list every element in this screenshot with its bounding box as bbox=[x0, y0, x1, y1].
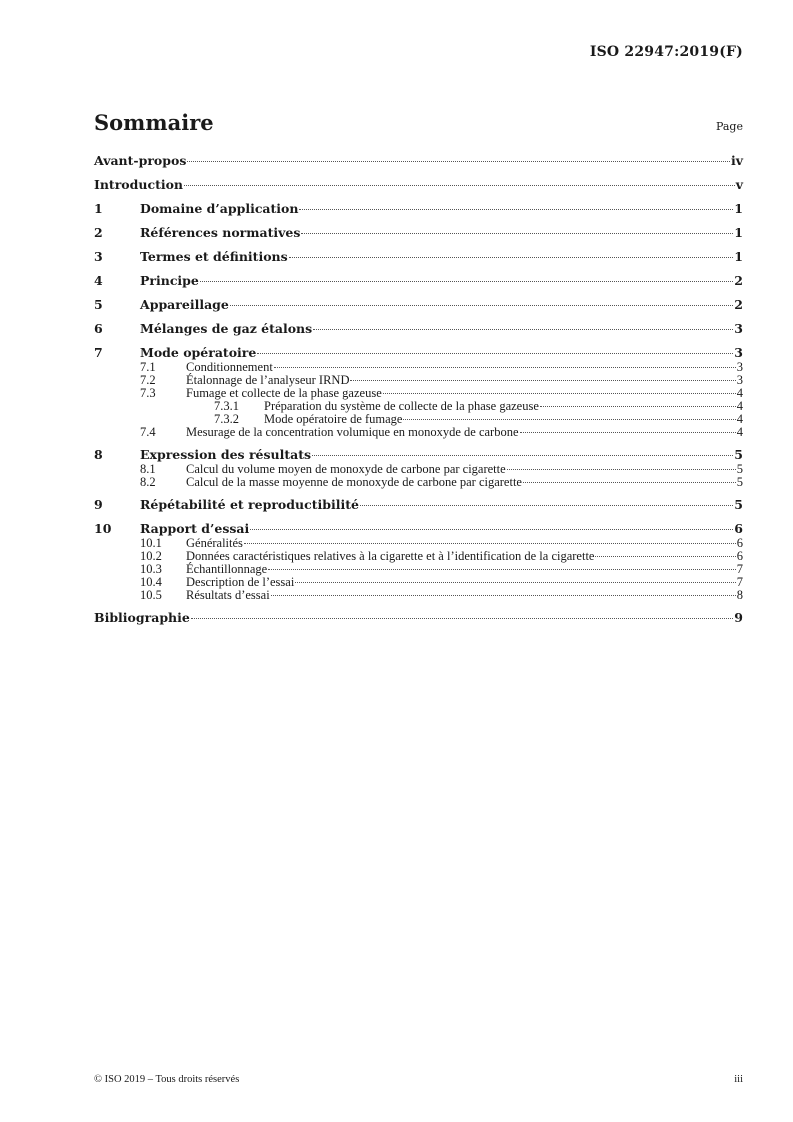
toc-entry[interactable] bbox=[94, 297, 743, 313]
toc-leader-dots bbox=[268, 569, 736, 570]
toc-entry[interactable] bbox=[94, 249, 743, 265]
toc-entry-page: 7 bbox=[736, 562, 743, 576]
toc-leader-dots bbox=[540, 406, 736, 407]
toc-entry-title: Mode opératoire bbox=[140, 345, 257, 360]
page-column-label: Page bbox=[715, 120, 743, 133]
toc-leader-dots bbox=[520, 432, 736, 433]
toc-entry-number: 6 bbox=[94, 321, 103, 336]
toc-entry-title: Expression des résultats bbox=[140, 447, 312, 462]
toc-entry-title: Introduction bbox=[94, 177, 184, 192]
toc-entry-number: 10.4 bbox=[140, 575, 162, 589]
toc-entry-title: Avant-propos bbox=[94, 153, 187, 168]
toc-entry-page: 4 bbox=[736, 386, 743, 400]
toc-entry-title: Résultats d’essai bbox=[186, 588, 270, 602]
toc-entry-number: 7 bbox=[94, 345, 103, 360]
toc-entry[interactable] bbox=[94, 589, 743, 602]
toc-leader-dots bbox=[257, 353, 733, 354]
toc-entry-page: 4 bbox=[736, 425, 743, 439]
toc-leader-dots bbox=[289, 257, 734, 258]
toc-entry-title: Références normatives bbox=[140, 225, 301, 240]
toc-entry-number: 7.3.1 bbox=[214, 399, 239, 413]
toc-entry[interactable] bbox=[94, 476, 743, 489]
toc-entry-title: Données caractéristiques relatives à la cigarette et à l’identification de la cigarette bbox=[186, 549, 595, 563]
toc-entry-number: 8 bbox=[94, 447, 103, 462]
toc-entry[interactable] bbox=[94, 321, 743, 337]
toc-entry-page: 2 bbox=[734, 297, 743, 312]
toc-entry[interactable] bbox=[94, 497, 743, 513]
toc-entry-page: iv bbox=[730, 153, 743, 168]
toc-leader-dots bbox=[313, 329, 733, 330]
toc-entry-page: 4 bbox=[736, 399, 743, 413]
toc-entry-title: Calcul de la masse moyenne de monoxyde de carbone par cigarette bbox=[186, 475, 522, 489]
toc-entry-page: 1 bbox=[734, 201, 743, 216]
toc-entry-page: 3 bbox=[734, 345, 743, 360]
toc-entry-title: Mesurage de la concentration volumique en monoxyde de carbone bbox=[186, 425, 519, 439]
toc-entry-title: Mélanges de gaz étalons bbox=[140, 321, 313, 336]
toc-entry-page: 6 bbox=[734, 521, 743, 536]
toc-entry-title: Conditionnement bbox=[186, 360, 273, 374]
toc-entry[interactable] bbox=[94, 521, 743, 537]
toc-leader-dots bbox=[301, 233, 733, 234]
toc-entry-title: Échantillonnage bbox=[186, 562, 268, 576]
toc-entry[interactable] bbox=[94, 225, 743, 241]
toc-leader-dots bbox=[271, 595, 736, 596]
toc-entry-page: 2 bbox=[734, 273, 743, 288]
toc-entry-page: 5 bbox=[734, 497, 743, 512]
toc-leader-dots bbox=[360, 505, 733, 506]
toc-entry-title: Description de l’essai bbox=[186, 575, 295, 589]
toc-leader-dots bbox=[244, 543, 736, 544]
toc-entry-number: 10.2 bbox=[140, 549, 162, 563]
toc-entry-page: 5 bbox=[736, 462, 743, 476]
toc-entry-title: Domaine d’application bbox=[140, 201, 299, 216]
toc-entry-page: 6 bbox=[736, 549, 743, 563]
toc-entry-title: Principe bbox=[140, 273, 199, 288]
toc-entry-number: 8.1 bbox=[140, 462, 156, 476]
toc-entry-title: Mode opératoire de fumage bbox=[264, 412, 403, 426]
toc-entry-title: Rapport d’essai bbox=[140, 521, 250, 536]
toc-entry[interactable] bbox=[94, 153, 743, 169]
toc-entry[interactable] bbox=[94, 610, 743, 626]
toc-entry-number: 7.4 bbox=[140, 425, 156, 439]
toc-entry-page: v bbox=[735, 177, 743, 192]
toc-entry-page: 3 bbox=[734, 321, 743, 336]
toc-leader-dots bbox=[595, 556, 735, 557]
toc-entry[interactable] bbox=[94, 273, 743, 289]
toc-entry-number: 1 bbox=[94, 201, 103, 216]
toc-entry-number: 9 bbox=[94, 497, 103, 512]
toc-entry-number: 7.1 bbox=[140, 360, 156, 374]
toc-entry-title: Généralités bbox=[186, 536, 243, 550]
toc-leader-dots bbox=[350, 380, 735, 381]
toc-entry-number: 4 bbox=[94, 273, 103, 288]
toc-leader-dots bbox=[200, 281, 733, 282]
toc-leader-dots bbox=[191, 618, 733, 619]
page-title: Sommaire bbox=[94, 110, 214, 135]
footer-copyright: © ISO 2019 – Tous droits réservés bbox=[94, 1074, 240, 1085]
toc-leader-dots bbox=[184, 185, 735, 186]
toc-entry[interactable] bbox=[94, 177, 743, 193]
toc-entry-page: 3 bbox=[736, 360, 743, 374]
toc-entry-page: 4 bbox=[736, 412, 743, 426]
toc-entry[interactable] bbox=[94, 201, 743, 217]
toc-entry[interactable] bbox=[94, 345, 743, 361]
title-row bbox=[94, 110, 743, 135]
document-reference: ISO 22947:2019(F) bbox=[589, 44, 743, 60]
toc-leader-dots bbox=[403, 419, 735, 420]
toc-entry-title: Calcul du volume moyen de monoxyde de carbone par cigarette bbox=[186, 462, 506, 476]
toc-entry-title: Termes et définitions bbox=[140, 249, 288, 264]
toc-entry-number: 10.5 bbox=[140, 588, 162, 602]
toc-leader-dots bbox=[274, 367, 736, 368]
toc-entry-number: 3 bbox=[94, 249, 103, 264]
toc-entry-page: 8 bbox=[736, 588, 743, 602]
toc-leader-dots bbox=[295, 582, 735, 583]
toc-entry-title: Préparation du système de collecte de la phase gazeuse bbox=[264, 399, 539, 413]
toc-entry[interactable] bbox=[94, 447, 743, 463]
toc-entry[interactable] bbox=[94, 426, 743, 439]
toc-leader-dots bbox=[507, 469, 736, 470]
toc-leader-dots bbox=[523, 482, 736, 483]
toc-entry-number: 10.3 bbox=[140, 562, 162, 576]
toc-leader-dots bbox=[312, 455, 733, 456]
toc-entry-page: 9 bbox=[734, 610, 743, 625]
toc-entry-number: 10 bbox=[94, 521, 112, 536]
footer-page-number: iii bbox=[734, 1074, 743, 1085]
toc-entry-title: Étalonnage de l’analyseur IRND bbox=[186, 373, 350, 387]
toc-entry-title: Répétabilité et reproductibilité bbox=[140, 497, 359, 512]
toc-leader-dots bbox=[299, 209, 733, 210]
toc-entry-page: 7 bbox=[736, 575, 743, 589]
toc-leader-dots bbox=[250, 529, 733, 530]
toc-entry-number: 7.3 bbox=[140, 386, 156, 400]
toc-entry-title: Fumage et collecte de la phase gazeuse bbox=[186, 386, 382, 400]
toc-entry-number: 7.2 bbox=[140, 373, 156, 387]
toc-entry-page: 6 bbox=[736, 536, 743, 550]
toc-entry-page: 5 bbox=[736, 475, 743, 489]
toc-entry-number: 2 bbox=[94, 225, 103, 240]
toc-entry-page: 1 bbox=[734, 225, 743, 240]
toc-entry-number: 10.1 bbox=[140, 536, 162, 550]
toc-entry-page: 1 bbox=[734, 249, 743, 264]
toc-entry-number: 8.2 bbox=[140, 475, 156, 489]
toc-entry-page: 3 bbox=[736, 373, 743, 387]
toc-entry-title: Bibliographie bbox=[94, 610, 190, 625]
toc-leader-dots bbox=[383, 393, 736, 394]
toc-leader-dots bbox=[230, 305, 733, 306]
toc-entry[interactable] bbox=[94, 400, 743, 413]
toc-entry-number: 5 bbox=[94, 297, 103, 312]
toc-leader-dots bbox=[187, 161, 730, 162]
toc-entry-number: 7.3.2 bbox=[214, 412, 239, 426]
toc-entry-title: Appareillage bbox=[140, 297, 229, 312]
table-of-contents bbox=[94, 153, 743, 626]
toc-entry-page: 5 bbox=[734, 447, 743, 462]
